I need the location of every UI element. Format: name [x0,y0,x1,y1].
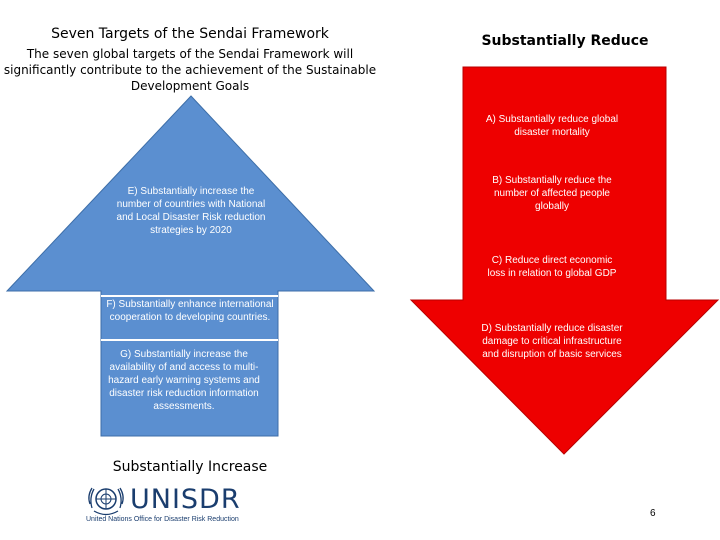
increase-target-e: E) Substantially increase the number of countries with National and Local Disaster Risk reduction strategies by 2020 [116,186,266,236]
page-number: 6 [650,508,656,519]
slide-subtitle: The seven global targets of the Sendai Framework will significantly contribute to the achievement of the Sustainable Development Goals [3,47,377,93]
increase-target-g: G) Substantially increase the availability of and access to multi-hazard early warning systems and disaster risk reduction information assessments. [108,349,260,412]
reduce-target-d: D) Substantially reduce disaster damage to critical infrastructure and disruption of basic services [481,323,623,360]
unisdr-logo [84,484,294,526]
reduce-target-c: C) Reduce direct economic loss in relation to global GDP [487,255,617,279]
increase-heading: Substantially Increase [112,459,268,475]
increase-target-f: F) Substantially enhance international cooperation to developing countries. [106,299,274,323]
logo-wordmark: UNISDR [130,484,241,515]
logo-tagline: United Nations Office for Disaster Risk Reduction [86,516,239,523]
reduce-target-b: B) Substantially reduce the number of affected people globally [492,175,612,212]
reduce-heading: Substantially Reduce [481,33,649,49]
slide-title: Seven Targets of the Sendai Framework [51,26,329,42]
un-emblem-icon [86,484,126,518]
reduce-target-a: A) Substantially reduce global disaster mortality [485,114,619,138]
